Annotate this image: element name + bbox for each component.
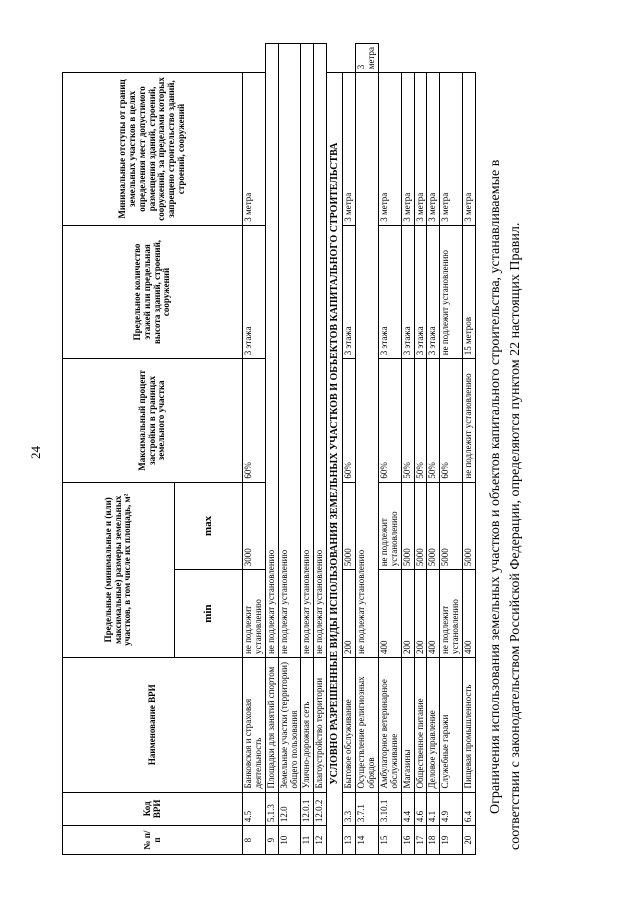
row-floors: 3 этажа: [343, 225, 356, 359]
row-number: 15: [378, 826, 401, 855]
footer-line-2: соответствии с законодательством Российской Федерации, определяются пунктом 22 настоящих Правил.: [508, 222, 524, 850]
footer-paragraph: [486, 35, 527, 850]
row-number: 9: [265, 826, 278, 855]
row-floors: 3 этажа: [243, 225, 266, 359]
row-percent: 50%: [427, 359, 440, 482]
row-min: 200: [401, 570, 414, 658]
row-span-value: не подлежат установлению: [301, 44, 314, 658]
row-max: 5000: [401, 482, 414, 570]
row-max: не подлежит установлению: [378, 482, 401, 570]
row-percent: 60%: [440, 359, 463, 482]
page-number: 24: [28, 446, 43, 459]
table-row: [301, 44, 314, 855]
row-code: 4.1: [427, 792, 440, 826]
table-row: [401, 44, 414, 855]
table-row: [440, 44, 463, 855]
header-name: Наименование ВРИ: [63, 657, 243, 792]
row-name: Банковская и страховая деятельность: [243, 657, 266, 792]
row-setback: 3 метра: [401, 73, 414, 225]
row-span-value: не подлежат установлению: [278, 44, 301, 658]
row-setback: 3 метра: [243, 73, 266, 225]
row-floors: не подлежит установлению: [440, 225, 463, 359]
row-name: Бытовое обслуживание: [343, 657, 356, 792]
row-number: 14: [356, 826, 379, 855]
row-code: 6.4: [463, 792, 476, 826]
row-name: Осуществление религиозных обрядов: [356, 657, 379, 792]
table-row: [427, 44, 440, 855]
row-max: 5000: [343, 482, 356, 570]
row-percent: 50%: [401, 359, 414, 482]
row-name: Амбулаторное ветеринарное обслуживание: [378, 657, 401, 792]
row-span-value: не подлежат установлению: [356, 73, 379, 658]
header-percent: Максимальный процент застройки в границах земельного участка: [63, 359, 243, 482]
row-name: Магазины: [401, 657, 414, 792]
row-floors: 3 этажа: [427, 225, 440, 359]
row-min: 200: [343, 570, 356, 658]
table-row: [356, 44, 379, 855]
row-number: 18: [427, 826, 440, 855]
row-name: Улично-дорожная сеть: [301, 657, 314, 792]
row-setback: 3 метра: [427, 73, 440, 225]
row-span-value: не подлежат установлению: [265, 44, 278, 658]
row-min: не подлежит установлению: [440, 570, 463, 658]
row-percent: не подлежит установлению: [463, 359, 476, 482]
row-number: 16: [401, 826, 414, 855]
row-name: Площадки для занятий спортом: [265, 657, 278, 792]
row-name: Благоустройство территории: [314, 657, 327, 792]
row-floors: 15 метров: [463, 225, 476, 359]
row-name: Земельные участки (территории) общего пользования: [278, 657, 301, 792]
section-title: УСЛОВНО РАЗРЕШЕННЫЕ ВИДЫ ИСПОЛЬЗОВАНИЯ ЗЕМЕЛЬНЫХ УЧАСТКОВ И ОБЪЕКТОВ КАПИТАЛЬНОГО СТРОИТЕЛЬСТВА: [327, 73, 343, 855]
row-percent: 50%: [414, 359, 427, 482]
row-number: 10: [278, 826, 301, 855]
row-code: 3.3: [343, 792, 356, 826]
row-percent: 60%: [243, 359, 266, 482]
header-max: max: [175, 482, 243, 570]
row-name: Служебные гаражи: [440, 657, 463, 792]
table-row: [265, 44, 278, 855]
row-code: 12.0: [278, 792, 301, 826]
row-name: Общественное питание: [414, 657, 427, 792]
row-min: 400: [427, 570, 440, 658]
header-num: № п/п: [63, 826, 243, 855]
row-number: 8: [243, 826, 266, 855]
row-name: Пищевая промышленность: [463, 657, 476, 792]
zoning-table: [62, 43, 476, 855]
row-setback: 3 метра: [414, 73, 427, 225]
row-min: 400: [463, 570, 476, 658]
row-max: 5000: [414, 482, 427, 570]
row-code: 12.0.1: [301, 792, 314, 826]
table-row: [343, 44, 356, 855]
row-setback: 3 метра: [356, 44, 379, 73]
row-floors: 3 этажа: [401, 225, 414, 359]
row-code: 4.9: [440, 792, 463, 826]
header-setback: Минимальные отступы от границ земельных участков в целях определения мест допустимого размещения зданий, строений, сооружений, за пределами которых запрещено строительство зданий, строений, сооружений: [63, 73, 243, 225]
row-code: 3.7.1: [356, 792, 379, 826]
row-number: 20: [463, 826, 476, 855]
row-max: 5000: [427, 482, 440, 570]
row-code: 5.1.3: [265, 792, 278, 826]
row-number: 13: [343, 826, 356, 855]
row-code: 3.10.1: [378, 792, 401, 826]
row-max: 5000: [440, 482, 463, 570]
row-name: Деловое управление: [427, 657, 440, 792]
row-code: 4.4: [401, 792, 414, 826]
table-row: [314, 44, 327, 855]
row-span-value: не подлежат установлению: [314, 44, 327, 658]
header-min: min: [175, 570, 243, 658]
row-max: 3000: [243, 482, 266, 570]
table-row: [414, 44, 427, 855]
row-number: 17: [414, 826, 427, 855]
header-code: Код ВРИ: [63, 792, 243, 826]
row-percent: 60%: [378, 359, 401, 482]
table-row: [278, 44, 301, 855]
table-row: [378, 44, 401, 855]
footer-line-1: Ограничения использования земельных участков и объектов капитального строительства, устанавливаемые в: [488, 159, 503, 814]
table-row: [243, 44, 266, 855]
row-setback: 3 метра: [378, 73, 401, 225]
row-percent: 60%: [343, 359, 356, 482]
header-floors: Предельное количество этажей или предельная высота зданий, строений, сооружений: [63, 225, 243, 359]
row-setback: 3 метра: [463, 73, 476, 225]
row-setback: 3 метра: [343, 73, 356, 225]
row-number: 12: [314, 826, 327, 855]
row-min: не подлежит установлению: [243, 570, 266, 658]
row-floors: 3 этажа: [378, 225, 401, 359]
row-code: 12.0.2: [314, 792, 327, 826]
row-floors: 3 этажа: [414, 225, 427, 359]
row-number: 11: [301, 826, 314, 855]
row-code: 4.5: [243, 792, 266, 826]
header-area: Предельные (минимальные и (или) максимальные) размеры земельных участков, в том числе их площадь, м²: [63, 482, 175, 657]
row-min: 400: [378, 570, 401, 658]
row-min: 200: [414, 570, 427, 658]
row-number: 19: [440, 826, 463, 855]
table-row: [463, 44, 476, 855]
row-setback: 3 метра: [440, 73, 463, 225]
row-max: 5000: [463, 482, 476, 570]
row-code: 4.6: [414, 792, 427, 826]
